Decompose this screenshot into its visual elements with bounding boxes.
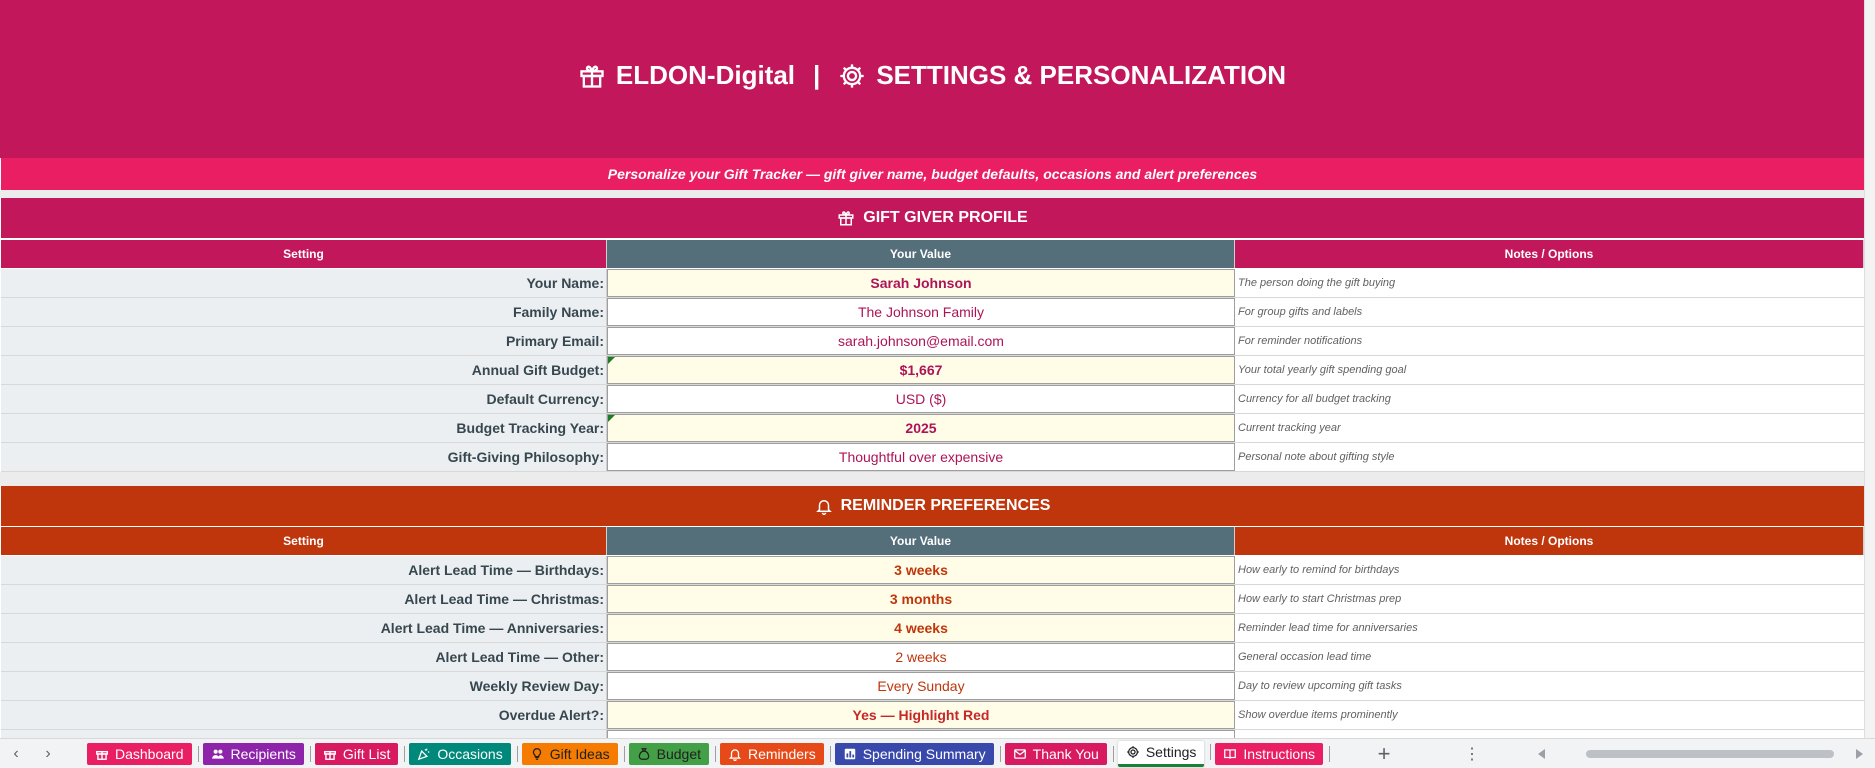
setting-value-cell[interactable]: Sarah Johnson <box>607 269 1235 297</box>
comment-marker[interactable] <box>608 415 615 422</box>
tab-settings[interactable] <box>1118 741 1205 767</box>
setting-note: Your total yearly gift spending goal <box>1235 356 1864 384</box>
sheet-menu-button[interactable]: ⋮ <box>1464 745 1481 763</box>
setting-label: Overdue Alert?: <box>1 701 607 729</box>
table-row <box>1 356 1864 385</box>
setting-value-cell[interactable]: 2 weeks <box>607 643 1235 671</box>
setting-note <box>1235 730 1864 738</box>
tab-label: Gift List <box>342 745 391 762</box>
setting-value-cell[interactable]: USD ($) <box>607 385 1235 413</box>
gear-icon <box>1126 745 1140 759</box>
tab-spending-summary[interactable] <box>835 743 994 765</box>
money-bag-icon <box>637 747 651 761</box>
setting-label: Default Currency: <box>1 385 607 413</box>
add-sheet-button[interactable]: + <box>1377 740 1391 766</box>
setting-note: Current tracking year <box>1235 414 1864 442</box>
gift-icon <box>95 747 109 761</box>
setting-label: Alert Lead Time — Anniversaries: <box>1 614 607 642</box>
table-row <box>1 585 1864 614</box>
setting-note: For group gifts and labels <box>1235 298 1864 326</box>
setting-value-cell[interactable]: Every Sunday <box>607 672 1235 700</box>
setting-note: General occasion lead time <box>1235 643 1864 671</box>
divider <box>0 190 1864 198</box>
setting-note: The person doing the gift buying <box>1235 269 1864 297</box>
setting-note: How early to start Christmas prep <box>1235 585 1864 613</box>
tab-instructions[interactable] <box>1215 743 1323 765</box>
table-row <box>1 385 1864 414</box>
settings-title: SETTINGS & PERSONALIZATION <box>876 60 1287 90</box>
tab-label: Budget <box>656 745 701 762</box>
gift-icon <box>323 747 337 761</box>
setting-label: Alert Lead Time — Birthdays: <box>1 556 607 584</box>
bell-icon <box>815 497 833 515</box>
sheet-tabs <box>87 741 1334 767</box>
page-title <box>0 60 1864 91</box>
setting-note: How early to remind for birthdays <box>1235 556 1864 584</box>
tab-label: Spending Summary <box>862 745 986 762</box>
title-banner <box>0 0 1864 158</box>
setting-value: $1,667 <box>899 362 943 378</box>
setting-label: Budget Tracking Year: <box>1 414 607 442</box>
setting-value-cell[interactable]: Yes — Highlight Red <box>607 701 1235 729</box>
setting-value: 2025 <box>905 420 937 436</box>
subtitle: Personalize your Gift Tracker — gift giver name, budget defaults, occasions and alert preferences <box>1 158 1864 190</box>
tab-thank-you[interactable] <box>1005 743 1107 765</box>
setting-value-cell[interactable]: 3 weeks <box>607 556 1235 584</box>
setting-value-cell[interactable] <box>607 414 1235 442</box>
bell-icon <box>728 747 742 761</box>
column-header-setting[interactable]: Setting <box>1 527 607 555</box>
scroll-left-icon[interactable] <box>1538 749 1545 759</box>
profile-column-headers <box>1 240 1864 268</box>
divider <box>0 472 1864 486</box>
envelope-icon <box>1013 747 1027 761</box>
setting-value-cell[interactable] <box>607 730 1235 738</box>
sheet-tab-bar <box>0 738 1875 768</box>
reminder-section-header <box>1 486 1864 526</box>
tab-label: Dashboard <box>115 745 184 762</box>
setting-value-cell[interactable]: 4 weeks <box>607 614 1235 642</box>
setting-label: Alert Lead Time — Christmas: <box>1 585 607 613</box>
next-sheet-button[interactable]: › <box>45 744 51 762</box>
tab-gift-list[interactable] <box>315 743 398 765</box>
table-row <box>1 730 1864 738</box>
profile-section-header <box>1 198 1864 238</box>
table-row <box>1 672 1864 701</box>
lightbulb-icon <box>530 747 544 761</box>
table-row <box>1 327 1864 356</box>
tab-dashboard[interactable] <box>87 743 192 765</box>
setting-note: Reminder lead time for anniversaries <box>1235 614 1864 642</box>
table-row <box>1 269 1864 298</box>
setting-label: Family Name: <box>1 298 607 326</box>
party-icon <box>417 747 431 761</box>
tab-label: Occasions <box>437 745 503 762</box>
column-header-notes[interactable]: Notes / Options <box>1235 527 1864 555</box>
table-row <box>1 414 1864 443</box>
tab-gift-ideas[interactable] <box>522 743 618 765</box>
tab-label: Settings <box>1145 744 1197 760</box>
scrollbar-thumb[interactable] <box>1586 750 1834 758</box>
tab-label: Gift Ideas <box>549 745 610 762</box>
setting-label: Gift-Giving Philosophy: <box>1 443 607 471</box>
setting-value-cell[interactable]: 3 months <box>607 585 1235 613</box>
gear-icon <box>838 62 866 90</box>
setting-value-cell[interactable]: The Johnson Family <box>607 298 1235 326</box>
setting-label: Alert Lead Time — Other: <box>1 643 607 671</box>
tab-occasions[interactable] <box>409 743 510 765</box>
setting-label: Annual Gift Budget: <box>1 356 607 384</box>
tab-label: Thank You <box>1032 745 1099 762</box>
book-icon <box>1223 747 1237 761</box>
setting-label: Primary Email: <box>1 327 607 355</box>
setting-value-cell[interactable] <box>607 356 1235 384</box>
column-header-setting[interactable]: Setting <box>1 240 607 268</box>
prev-sheet-button[interactable]: ‹ <box>13 744 19 762</box>
setting-note: Day to review upcoming gift tasks <box>1235 672 1864 700</box>
tab-label: Recipients <box>230 745 296 762</box>
tab-budget[interactable] <box>629 743 709 765</box>
tab-label: Reminders <box>748 745 816 762</box>
tab-recipients[interactable] <box>203 743 304 765</box>
reminder-column-headers <box>1 527 1864 555</box>
table-row <box>1 701 1864 730</box>
scroll-right-icon[interactable] <box>1856 749 1863 759</box>
setting-value-cell[interactable]: sarah.johnson@email.com <box>607 327 1235 355</box>
setting-value-cell[interactable]: Thoughtful over expensive <box>607 443 1235 471</box>
table-row <box>1 556 1864 585</box>
column-header-value[interactable]: Your Value <box>607 240 1235 268</box>
vertical-scrollbar[interactable] <box>1864 0 1875 738</box>
profile-section-title: GIFT GIVER PROFILE <box>863 209 1028 226</box>
setting-note: Currency for all budget tracking <box>1235 385 1864 413</box>
table-row <box>1 298 1864 327</box>
gift-icon <box>837 209 855 227</box>
horizontal-scrollbar[interactable] <box>1538 747 1863 761</box>
table-row <box>1 443 1864 472</box>
brand-name: ELDON-Digital <box>615 60 796 90</box>
comment-marker[interactable] <box>608 357 615 364</box>
setting-label <box>1 730 607 738</box>
users-icon <box>211 747 225 761</box>
table-row <box>1 614 1864 643</box>
tab-label: Instructions <box>1243 745 1316 762</box>
setting-note: Show overdue items prominently <box>1235 701 1864 729</box>
reminder-section-title: REMINDER PREFERENCES <box>840 497 1051 514</box>
table-row <box>1 643 1864 672</box>
setting-label: Your Name: <box>1 269 607 297</box>
chart-icon <box>843 747 857 761</box>
setting-note: Personal note about gifting style <box>1235 443 1864 471</box>
gift-icon <box>578 62 606 90</box>
column-header-value[interactable]: Your Value <box>607 527 1235 555</box>
tab-reminders[interactable] <box>720 743 824 765</box>
setting-note: For reminder notifications <box>1235 327 1864 355</box>
title-separator: | <box>813 60 821 90</box>
column-header-notes[interactable]: Notes / Options <box>1235 240 1864 268</box>
setting-label: Weekly Review Day: <box>1 672 607 700</box>
